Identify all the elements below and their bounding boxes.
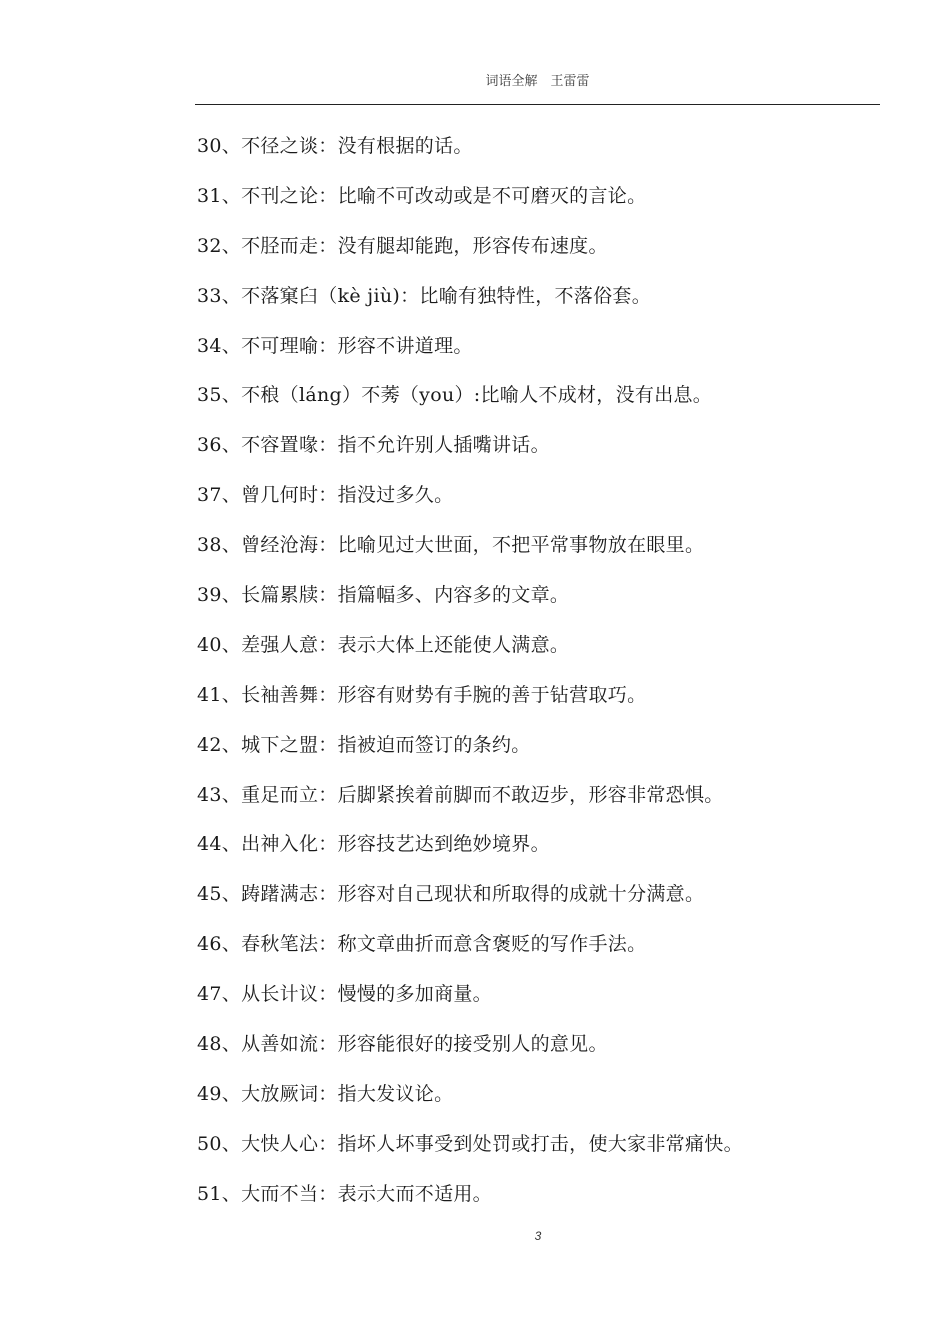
list-item: 32、不胫而走：没有腿却能跑，形容传布速度。 [197,234,608,257]
list-item: 33、不落窠臼（kè jiù)：比喻有独特性，不落俗套。 [197,284,651,307]
list-item: 47、从长计议：慢慢的多加商量。 [197,983,492,1006]
list-item: 39、长篇累牍：指篇幅多、内容多的文章。 [197,584,570,607]
list-item: 37、曾几何时：指没过多久。 [197,484,454,507]
list-item: 30、不径之谈：没有根据的话。 [197,135,473,157]
list-item: 44、出神入化：形容技艺达到绝妙境界。 [197,833,550,856]
list-item: 40、差强人意：表示大体上还能使人满意。 [197,633,570,656]
list-item: 45、踌躇满志：形容对自己现状和所取得的成就十分满意。 [197,883,705,906]
list-item: 38、曾经沧海：比喻见过大世面，不把平常事物放在眼里。 [197,534,705,557]
list-item: 42、城下之盟：指被迫而签订的条约。 [197,733,531,756]
page-number: 3 [534,1229,542,1243]
list-item: 48、从善如流：形容能很好的接受别人的意见。 [197,1033,608,1056]
header-rule [195,104,880,105]
list-item: 50、大快人心：指坏人坏事受到处罚或打击，使大家非常痛快。 [197,1132,743,1155]
list-item: 46、春秋笔法：称文章曲折而意含褒贬的写作手法。 [197,933,647,956]
list-item: 51、大而不当：表示大而不适用。 [197,1182,492,1205]
page-header: 词语全解 王雷雷 [485,74,590,89]
list-item: 43、重足而立：后脚紧挨着前脚而不敢迈步，形容非常恐惧。 [197,783,724,806]
list-item: 36、不容置喙：指不允许别人插嘴讲话。 [197,434,550,457]
list-item: 41、长袖善舞：形容有财势有手腕的善于钻营取巧。 [197,683,647,706]
list-item: 34、不可理喻：形容不讲道理。 [197,334,473,357]
list-item: 49、大放厥词：指大发议论。 [197,1082,454,1105]
list-item: 31、不刊之论：比喻不可改动或是不可磨灭的言论。 [197,184,647,207]
list-item: 35、不稂（láng）不莠（you）:比喻人不成材，没有出息。 [197,384,713,407]
entry-list [197,129,877,1227]
